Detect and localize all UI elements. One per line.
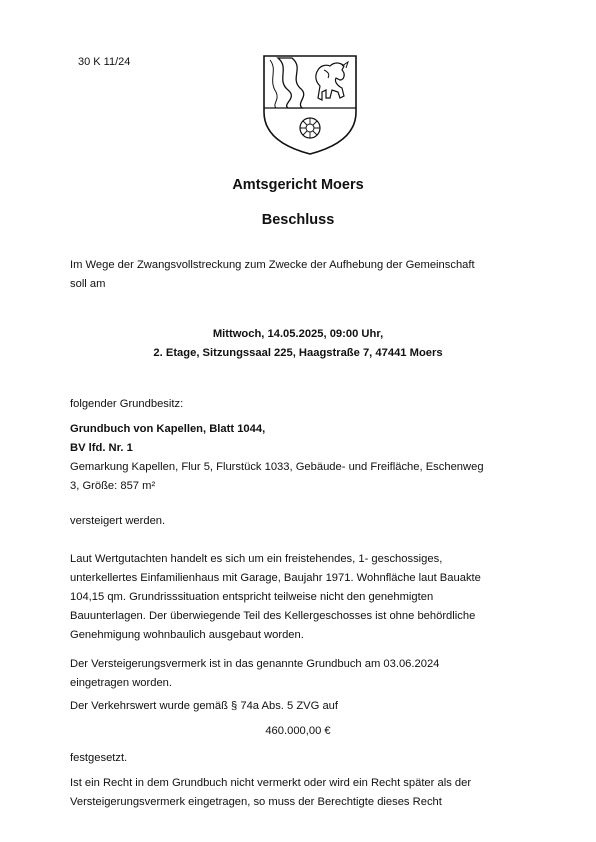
- market-value: 460.000,00 €: [265, 725, 331, 737]
- registration-line: Der Versteigerungsvermerk ist in das genannte Grundbuch am 03.06.2024: [70, 658, 440, 670]
- appointment-location: 2. Etage, Sitzungssaal 225, Haagstraße 7, 47441 Moers: [153, 347, 443, 359]
- appraisal-line: Genehmigung wohnbaulich ausgebaut worden.: [70, 629, 304, 641]
- decision-title: Beschluss: [261, 212, 335, 228]
- appraisal-line: Bauunterlagen. Der überwiegende Teil des Kellergeschosses ist ohne behördliche: [70, 610, 476, 622]
- intro-paragraph: [70, 256, 530, 294]
- rights-note: [70, 774, 530, 812]
- land-register-sheet: Grundbuch von Kapellen, Blatt 1044,: [70, 423, 266, 435]
- intro-line: soll am: [70, 278, 106, 290]
- appointment-datetime: Mittwoch, 14.05.2025, 09:00 Uhr,: [212, 328, 384, 340]
- appraisal-line: 104,15 qm. Grundrisssituation entspricht teilweise nicht den genehmigten: [70, 591, 434, 603]
- rights-line: Versteigerungsvermerk eingetragen, so muss der Berechtigte dieses Recht: [70, 796, 442, 808]
- rights-line: Ist ein Recht in dem Grundbuch nicht vermerkt oder wird ein Recht später als der: [70, 777, 472, 789]
- land-register-block: [70, 420, 530, 496]
- case-number: 30 K 11/24: [78, 56, 131, 68]
- appraisal-line: Laut Wertgutachten handelt es sich um ein freistehendes, 1- geschossiges,: [70, 553, 443, 565]
- coat-of-arms-nrw-icon: [258, 50, 362, 158]
- land-register-description: 3, Größe: 857 m²: [70, 480, 156, 492]
- intro-line: Im Wege der Zwangsvollstreckung zum Zwecke der Aufhebung der Gemeinschaft: [70, 259, 475, 271]
- appraisal-line: unterkellertes Einfamilienhaus mit Garage, Baujahr 1971. Wohnfläche laut Bauakte: [70, 572, 481, 584]
- registration-line: eingetragen worden.: [70, 677, 173, 689]
- fixed-text: festgesetzt.: [70, 752, 128, 764]
- property-label: folgender Grundbesitz:: [70, 398, 184, 410]
- auctioned-text: versteigert werden.: [70, 515, 166, 527]
- court-name: Amtsgericht Moers: [232, 177, 364, 193]
- registration-note: [70, 655, 530, 693]
- land-register-entry: BV lfd. Nr. 1: [70, 442, 133, 454]
- appointment-block: [0, 325, 596, 363]
- market-value-intro: Der Verkehrswert wurde gemäß § 74a Abs. 5 ZVG auf: [70, 700, 339, 712]
- appraisal-paragraph: [70, 550, 530, 645]
- land-register-description: Gemarkung Kapellen, Flur 5, Flurstück 1033, Gebäude- und Freifläche, Eschenweg: [70, 461, 484, 473]
